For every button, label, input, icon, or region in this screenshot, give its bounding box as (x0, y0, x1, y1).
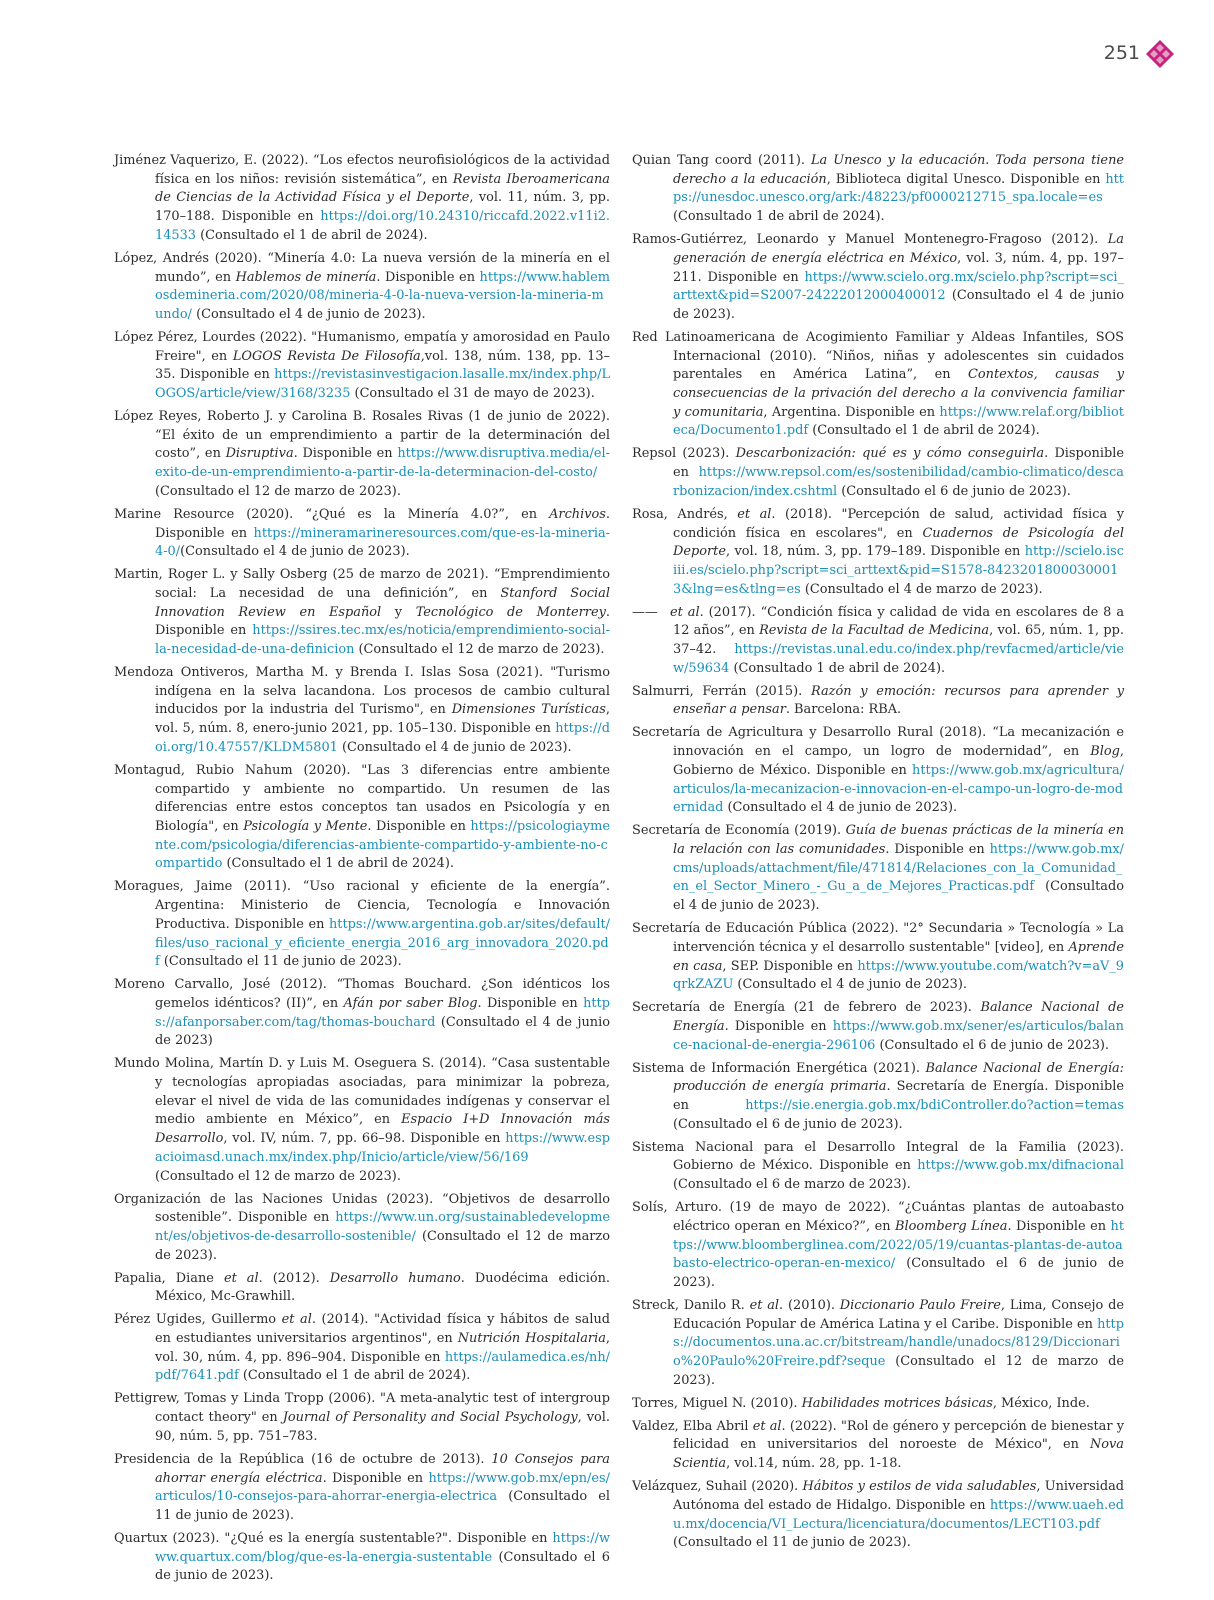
reference-link[interactable]: https://www.scielo.org.mx/scielo.php?script=sci_arttext&pid=S2007-24222012000400012 (673, 269, 1124, 304)
reference-text: ,vol. 138, núm. 138, pp. 13–35. Disponible en (155, 348, 610, 383)
reference-text: Secretaría de Educación Pública (2022). "2° Secundaria » Tecnología » La intervención técnica y el desarrollo sustentable" [video], en (632, 921, 1124, 955)
reference-text: , vol. 30, núm. 4, pp. 896–904. Disponible en (155, 1331, 611, 1365)
reference-text: , Argentina. Disponible en (763, 404, 940, 420)
reference-text: Marine Resource (2020). “¿Qué es la Minería 4.0?”, en (114, 506, 550, 522)
references-left-column (114, 152, 610, 1590)
reference-entry (632, 1199, 1124, 1293)
reference-text: (Consultado el 6 de junio de 2023). (155, 1549, 610, 1584)
reference-italic-title: Habilidades motrices básicas (801, 1395, 993, 1411)
reference-entry (114, 976, 610, 1051)
reference-text: López Pérez, Lourdes (2022). "Humanismo, empatía y amorosidad en Paulo Freire", en (114, 329, 610, 364)
reference-link[interactable]: https://www.relaf.org/biblioteca/Documento1.pdf (673, 404, 1124, 439)
reference-italic-title: Descarbonización: qué es y cómo conseguirla (735, 446, 1045, 462)
reference-text: Secretaría de Economía (2019). (632, 823, 846, 839)
reference-entry (114, 250, 610, 325)
repeated-author-dash: —— (632, 604, 658, 620)
reference-text: (Consultado el 12 de marzo de 2023). (155, 1228, 610, 1263)
reference-entry (632, 1395, 1124, 1414)
reference-entry (632, 724, 1124, 818)
reference-entry (114, 878, 610, 972)
reference-text: , vol. 11, núm. 3, pp. 170–188. Disponible en (155, 190, 610, 225)
reference-text: . (2014). "Actividad física y hábitos de salud en estudiantes universitarios argentinos", en (155, 1312, 611, 1347)
reference-text: (Consultado el 4 de junio de 2023). (733, 977, 967, 993)
reference-text: (Consultado el 12 de marzo de 2023). (673, 1354, 1124, 1388)
reference-italic-title: et al (223, 1270, 259, 1286)
reference-text: (Consultado el 4 de junio de 2023). (337, 739, 572, 755)
reference-entry (114, 152, 610, 246)
reference-text: , México, Inde. (992, 1395, 1090, 1411)
reference-link[interactable]: https://www.gob.mx/difnacional (917, 1158, 1124, 1174)
reference-text: Repsol (2023). (632, 446, 736, 462)
reference-text: Quian Tang coord (2011). (632, 153, 811, 168)
reference-link[interactable]: http://scielo.isciii.es/scielo.php?script=sci_arttext&pid=S1578-84232018000300013&lng=es&tlng=es (673, 544, 1124, 597)
reference-text: (Consultado el 6 de junio de 2023). (673, 1116, 903, 1132)
reference-italic-title: Afán por saber Blog (343, 995, 478, 1011)
reference-italic-title: Balance Nacional de Energía: producción de energía primaria (673, 1060, 1125, 1095)
reference-italic-title: et al (670, 604, 700, 620)
reference-text: Secretaría de Energía (21 de febrero de 2023). (632, 1000, 981, 1016)
reference-text: (Consultado el 11 de junio de 2023). (673, 1535, 911, 1551)
reference-entry (114, 1055, 610, 1186)
reference-text: Valdez, Elba Abril (632, 1418, 753, 1434)
reference-link[interactable]: https://www.espacioimasd.unach.mx/index.php/Inicio/article/view/56/169 (155, 1131, 610, 1165)
reference-text: (Consultado el 4 de junio de 2023). (673, 879, 1124, 914)
reference-link[interactable]: https://sie.energia.gob.mx/bdiController.do?action=temas (745, 1098, 1124, 1114)
reference-link[interactable]: https://www.un.org/sustainabledevelopment/es/objetivos-de-desarrollo-sostenible/ (155, 1210, 610, 1244)
reference-entry (632, 1297, 1124, 1391)
reference-link[interactable]: https://www.gob.mx/epn/es/articulos/10-consejos-para-ahorrar-energia-electrica (155, 1470, 610, 1505)
reference-text: Mendoza Ontiveros, Martha M. y Brenda I. Islas Sosa (2021). "Turismo indígena en la selva lacandona. Los procesos de cambio cultural inducidos por la industria del Turismo", en (114, 665, 610, 718)
reference-entry (114, 329, 610, 404)
magenta-diamond-ornament-icon (1146, 40, 1174, 68)
reference-entry (632, 822, 1124, 916)
reference-italic-title: Espacio I+D Innovación más Desarrollo (155, 1112, 610, 1147)
reference-link[interactable]: https://www.uaeh.edu.mx/docencia/VI_Lectura/licenciatura/documentos/LECT103.pdf (673, 1497, 1124, 1532)
reference-text: Torres, Miguel N. (2010). (632, 1395, 802, 1411)
reference-link[interactable]: https://www.bloomberglinea.com/2022/05/19/cuantas-plantas-de-autoabasto-electrico-operan-en-mexico/ (673, 1218, 1124, 1272)
reference-italic-title: Diccionario Paulo Freire (839, 1297, 1001, 1313)
reference-text: (Consultado el 11 de junio de 2023). (155, 1489, 610, 1523)
reference-text: (Consultado el 12 de marzo de 2023). (155, 1168, 401, 1184)
reference-text: , Universidad Autónoma del estado de Hidalgo. Disponible en (673, 1479, 1125, 1513)
reference-text: (Consultado el 1 de abril de 2024). (238, 1368, 471, 1384)
reference-italic-title: Tecnológico de Monterrey (415, 604, 606, 620)
reference-text: , SEP. Disponible en (722, 958, 858, 974)
reference-link[interactable]: https://documentos.una.ac.cr/bitstream/handle/unadocs/8129/Diccionario%20Paulo%20Freire.pdf?seque (673, 1316, 1124, 1370)
reference-entry (632, 1060, 1124, 1135)
reference-text: Velázquez, Suhail (2020). (632, 1479, 803, 1495)
reference-italic-title: Dimensiones Turísticas (451, 702, 606, 718)
reference-text: . Barcelona: RBA. (785, 702, 902, 718)
reference-text: (Consultado el 6 de junio de 2023). (673, 1256, 1124, 1290)
reference-entry (114, 1311, 610, 1386)
reference-italic-title: Revista de la Facultad de Medicina (759, 623, 990, 639)
reference-italic-title: LOGOS Revista De Filosofía (232, 348, 421, 364)
references-right-column (632, 152, 1124, 1557)
page-number: 251 (1103, 42, 1140, 64)
reference-text: . (2010). (779, 1297, 840, 1313)
reference-text: Jiménez Vaquerizo, E. (2022). “Los efectos neurofisiológicos de la actividad física en los niños: revisión sistemática”, en (114, 153, 610, 187)
reference-text: (Consultado el 4 de junio de 2023). (723, 800, 958, 816)
reference-text: , vol.14, núm. 28, pp. 1-18. (726, 1456, 902, 1472)
reference-link[interactable]: https://afanporsaber.com/tag/thomas-bouchard (155, 995, 610, 1030)
reference-entry (632, 152, 1124, 227)
reference-text: (Consultado el 12 de marzo de 2023). (155, 483, 401, 499)
reference-text: Sistema de Información Energética (2021). (632, 1060, 926, 1076)
reference-entry (632, 445, 1124, 501)
reference-italic-title: Disruptiva (225, 446, 294, 462)
reference-italic-title: Nova Scientia (673, 1437, 1124, 1472)
reference-text: (Consultado el 4 de junio de 2023). (191, 306, 426, 322)
reference-text: (Consultado el 4 de junio de 2023) (155, 1014, 610, 1049)
reference-link[interactable]: https://www.gob.mx/cms/uploads/attachment/file/471814/Relaciones_con_la_Comunidad_en_el_Sector_Minero_-_Gu_a_de_Mejores_Practicas.pdf (673, 841, 1124, 895)
reference-link[interactable]: https://doi.org/10.24310/riccafd.2022.v11i2.14533 (155, 209, 610, 243)
reference-text: . (2018). "Percepción de salud, actividad física y condición física en escolares", en (673, 506, 1125, 541)
reference-text: . Disponible en (1007, 1218, 1111, 1234)
reference-link[interactable]: https://ssires.tec.mx/es/noticia/emprendimiento-social-la-necesidad-de-una-definicion (155, 623, 610, 658)
reference-text: . Duodécima edición. México, Mc-Grawhill. (155, 1270, 611, 1305)
reference-italic-title: Balance Nacional de Energía (673, 1000, 1124, 1034)
reference-italic-title: Desarrollo humano (329, 1270, 461, 1286)
reference-text: , vol. 90, núm. 5, pp. 751–783. (155, 1410, 610, 1444)
reference-italic-title: et al (281, 1312, 312, 1328)
reference-link[interactable]: https://www.repsol.com/es/sostenibilidad/cambio-climatico/descarbonizacion/index.cshtml (673, 465, 1124, 499)
reference-entry (632, 683, 1124, 720)
reference-italic-title: Contextos, causas y consecuencias de la privación del derecho a la convivencia familiar y comunitaria (673, 367, 1125, 420)
reference-text: , Lima, Consejo de Educación Popular de América Latina y el Caribe. Disponible en (673, 1297, 1124, 1332)
reference-link[interactable]: https://unesdoc.unesco.org/ark:/48223/pf0000212715_spa.locale=es (673, 171, 1124, 206)
reference-text: (Consultado el 6 de junio de 2023). (875, 1037, 1110, 1053)
reference-text: Rosa, Andrés, (632, 506, 738, 522)
reference-link[interactable]: https://www.hablemosdemineria.com/2020/08/mineria-4-0-la-nueva-version-la-mineria-mundo/ (155, 269, 610, 322)
reference-text: Red Latinoamericana de Acogimiento Familiar y Aldeas Infantiles, SOS Internacional (2010). “Niños, niñas y adolescentes sin cuidados parentales en América Latina”, en (632, 329, 1124, 383)
reference-link[interactable]: https://revistasinvestigacion.lasalle.mx/index.php/LOGOS/article/view/3168/3235 (155, 367, 610, 402)
reference-text: (Consultado 1 de abril de 2024). (673, 209, 885, 225)
reference-text: Secretaría de Agricultura y Desarrollo Rural (2018). “La mecanización e innovación en el campo, un logro de modernidad”, en (632, 725, 1124, 760)
reference-text: . Secretaría de Energía. Disponible en (673, 1079, 1124, 1114)
reference-text: López Reyes, Roberto J. y Carolina B. Rosales Rivas (1 de junio de 2022). “El éxito de un emprendimiento a partir de la determinación del costo”, en (114, 409, 610, 462)
reference-link[interactable]: https://www.quartux.com/blog/que-es-la-energia-sustentable (155, 1530, 610, 1565)
reference-italic-title: Nutrición Hospitalaria (457, 1331, 606, 1347)
reference-text: . Disponible en (367, 818, 471, 834)
reference-link[interactable]: https://psicologiaymente.com/psicologia/diferencias-ambiente-compartido-y-ambiente-no-compartido (155, 818, 611, 872)
reference-text: (Consultado el 6 de marzo de 2023). (673, 1177, 911, 1193)
reference-text: Ramos-Gutiérrez, Leonardo y Manuel Montenegro-Fragoso (2012). (632, 232, 1108, 248)
reference-text: Mundo Molina, Martín D. y Luis M. Oseguera S. (2014). “Casa sustentable y tecnologías apropiadas asociadas, para minimizar la pobreza, elevar el nivel de vida de las comunidades indígenas y conservar el medio ambiente en México”, en (114, 1056, 610, 1128)
reference-text: , vol. 18, núm. 3, pp. 179–189. Disponible en (725, 544, 1025, 560)
reference-text: Moragues, Jaime (2011). “Uso racional y eficiente de la energía”. Argentina: Ministerio de Ciencia, Tecnología e Innovación Productiva. Disponible en (114, 879, 610, 932)
reference-text: (Consultado el 31 de mayo de 2023). (350, 386, 595, 402)
reference-text: Martin, Roger L. y Sally Osberg (25 de marzo de 2021). “Emprendimiento social: La necesidad de una definición”, en (114, 567, 610, 601)
reference-text: (Consultado el 1 de abril de 2024). (222, 856, 454, 872)
reference-text: (Consultado el 4 de junio de 2023). (180, 544, 410, 560)
reference-text: (Consultado el 1 de abril de 2024). (808, 423, 1040, 439)
reference-link[interactable]: https://revistas.unal.edu.co/index.php/revfacmed/article/view/59634 (673, 642, 1124, 676)
reference-text: Organización de las Naciones Unidas (2023). “Objetivos de desarrollo sostenible”. Disponible en (114, 1191, 610, 1226)
reference-entry (114, 566, 610, 660)
reference-entry (114, 1451, 610, 1526)
reference-text: Streck, Danilo R. (632, 1297, 750, 1313)
reference-italic-title: Hábitos y estilos de vida saludables (802, 1479, 1037, 1495)
reference-italic-title: Razón y emoción: recursos para aprender y enseñar a pensar (673, 683, 1124, 718)
reference-italic-title: Stanford Social Innovation Review en Español (155, 585, 610, 620)
reference-text: , vol. 5, núm. 8, enero-junio 2021, pp. 105–130. Disponible en (155, 702, 610, 737)
reference-italic-title: et al (749, 1297, 780, 1313)
reference-text: (Consultado el 6 de junio de 2023). (837, 483, 1071, 499)
reference-text: , Gobierno de México. Disponible en (673, 744, 1124, 778)
reference-text: . (2017). “Condición física y calidad de vida en escolares de 8 a 12 años”, en (673, 604, 1125, 639)
reference-text: . Disponible en (885, 841, 990, 857)
reference-text: , vol. 65, núm. 1, pp. 37–42. (673, 623, 1124, 658)
reference-entry (114, 1191, 610, 1266)
reference-text: . Disponible en (322, 1470, 429, 1486)
reference-italic-title: La generación de energía eléctrica en México (673, 232, 1124, 266)
reference-entry (632, 231, 1124, 325)
reference-text: Solís, Arturo. (19 de mayo de 2022). “¿Cuántas plantas de autoabasto eléctrico operan en México?”, en (632, 1200, 1124, 1234)
reference-text: (Consultado el 1 de abril de 2024). (196, 227, 428, 243)
reference-italic-title: et al (737, 506, 772, 522)
reference-text: . Disponible en (673, 446, 1124, 481)
reference-text: Presidencia de la República (16 de octubre de 2013). (114, 1451, 492, 1467)
reference-italic-title: Archivos (549, 506, 606, 522)
reference-text: (Consultado 1 de abril de 2024). (729, 660, 946, 676)
reference-italic-title: Guía de buenas prácticas de la minería en la relación con las comunidades (673, 823, 1125, 857)
reference-entry (114, 1270, 610, 1307)
reference-entry (632, 999, 1124, 1055)
reference-italic-title: Bloomberg Línea (895, 1218, 1008, 1234)
reference-text: , vol. IV, núm. 7, pp. 66–98. Disponible en (223, 1131, 506, 1147)
reference-link[interactable]: https://aulamedica.es/nh/pdf/7641.pdf (155, 1349, 610, 1384)
reference-entry (632, 506, 1124, 600)
reference-link[interactable]: https://www.disruptiva.media/el-exito-de-un-emprendimiento-a-partir-de-la-determinacion-del-costo/ (155, 446, 610, 481)
reference-text: y (381, 604, 416, 620)
reference-italic-title: Cuadernos de Psicología del Deporte (673, 525, 1124, 560)
reference-entry (114, 664, 610, 758)
reference-text: Sistema Nacional para el Desarrollo Integral de la Familia (2023). Gobierno de México. Disponible en (632, 1139, 1124, 1174)
reference-text: . (2012). (258, 1270, 330, 1286)
reference-entry (632, 1418, 1124, 1474)
reference-text: . Disponible en (293, 446, 398, 462)
reference-italic-title: Blog (1090, 744, 1120, 760)
reference-text: . Disponible en (155, 604, 610, 639)
reference-italic-title: Aprende en casa (673, 939, 1124, 974)
reference-text: . Disponible en (376, 269, 480, 285)
reference-text: Quartux (2023). "¿Qué es la energía sustentable?". Disponible en (114, 1530, 553, 1546)
reference-italic-title: Hablemos de minería (235, 269, 377, 285)
reference-text: . Disponible en (477, 995, 584, 1011)
reference-text: (Consultado el 12 de marzo de 2023). (354, 642, 605, 658)
reference-link[interactable]: https://mineramarineresources.com/que-es-la-mineria-4-0/ (155, 525, 610, 560)
reference-entry (632, 329, 1124, 441)
reference-link[interactable]: https://www.gob.mx/sener/es/articulos/balance-nacional-de-energia-296106 (673, 1018, 1124, 1053)
reference-link[interactable]: https://www.argentina.gob.ar/sites/default/files/uso_racional_y_eficiente_energia_2016_arg_innovadora_2020.pdf (155, 916, 610, 970)
reference-italic-title: et al (752, 1418, 782, 1434)
reference-text: Montagud, Rubio Nahum (2020). "Las 3 diferencias entre ambiente compartido y ambiente no compartido. Un resumen de las diferencias entre estos conceptos tan usados en Psicología y en Biología", en (114, 762, 610, 834)
reference-entry (632, 1478, 1124, 1553)
reference-entry (632, 604, 1124, 679)
reference-entry (632, 920, 1124, 995)
reference-entry (114, 762, 610, 874)
reference-link[interactable]: https://doi.org/10.47557/KLDM5801 (155, 721, 610, 755)
reference-entry (632, 1139, 1124, 1195)
reference-entry (114, 408, 610, 502)
reference-entry (114, 1390, 610, 1446)
reference-text: . Disponible en (155, 506, 610, 541)
reference-text: Papalia, Diane (114, 1270, 224, 1286)
reference-text: Pettigrew, Tomas y Linda Tropp (2006). "A meta-analytic test of intergroup contact theory" en (114, 1391, 610, 1426)
reference-text: , Biblioteca digital Unesco. Disponible en (826, 171, 1106, 187)
reference-text: . (2022). "Rol de género y percepción de bienestar y felicidad en universitarios del noroeste de México", en (673, 1418, 1125, 1453)
reference-entry (114, 1530, 610, 1586)
reference-italic-title: Psicología y Mente (243, 818, 368, 834)
reference-text: , vol. 3, núm. 4, pp. 197–211. Disponible en (673, 250, 1124, 285)
reference-text: (Consultado el 11 de junio de 2023). (159, 954, 402, 970)
reference-italic-title: La Unesco y la educación. Toda persona tiene derecho a la educación (673, 153, 1124, 187)
reference-italic-title: Revista Iberoamericana de Ciencias de la Actividad Física y el Deporte (155, 171, 610, 206)
reference-text: Salmurri, Ferrán (2015). (632, 683, 811, 699)
reference-text: Pérez Ugides, Guillermo (114, 1312, 282, 1328)
reference-italic-title: 10 Consejos para ahorrar energía eléctrica (155, 1451, 610, 1486)
reference-italic-title: Journal of Personality and Social Psychology (282, 1410, 578, 1426)
reference-text: . Disponible en (724, 1018, 833, 1034)
reference-text: López, Andrés (2020). “Minería 4.0: La nueva versión de la minería en el mundo”, en (114, 250, 610, 285)
reference-link[interactable]: https://www.youtube.com/watch?v=aV_9qrkZAZU (673, 958, 1124, 993)
reference-link[interactable]: https://www.gob.mx/agricultura/articulos/la-mecanizacion-e-innovacion-en-el-campo-un-logro-de-modernidad (673, 762, 1124, 816)
reference-text: Moreno Carvallo, José (2012). “Thomas Bouchard. ¿Son idénticos los gemelos idénticos? (II)”, en (114, 977, 610, 1011)
reference-text: (Consultado el 4 de marzo de 2023). (800, 581, 1043, 597)
reference-text: (Consultado el 4 de junio de 2023). (673, 288, 1124, 322)
reference-entry (114, 506, 610, 562)
